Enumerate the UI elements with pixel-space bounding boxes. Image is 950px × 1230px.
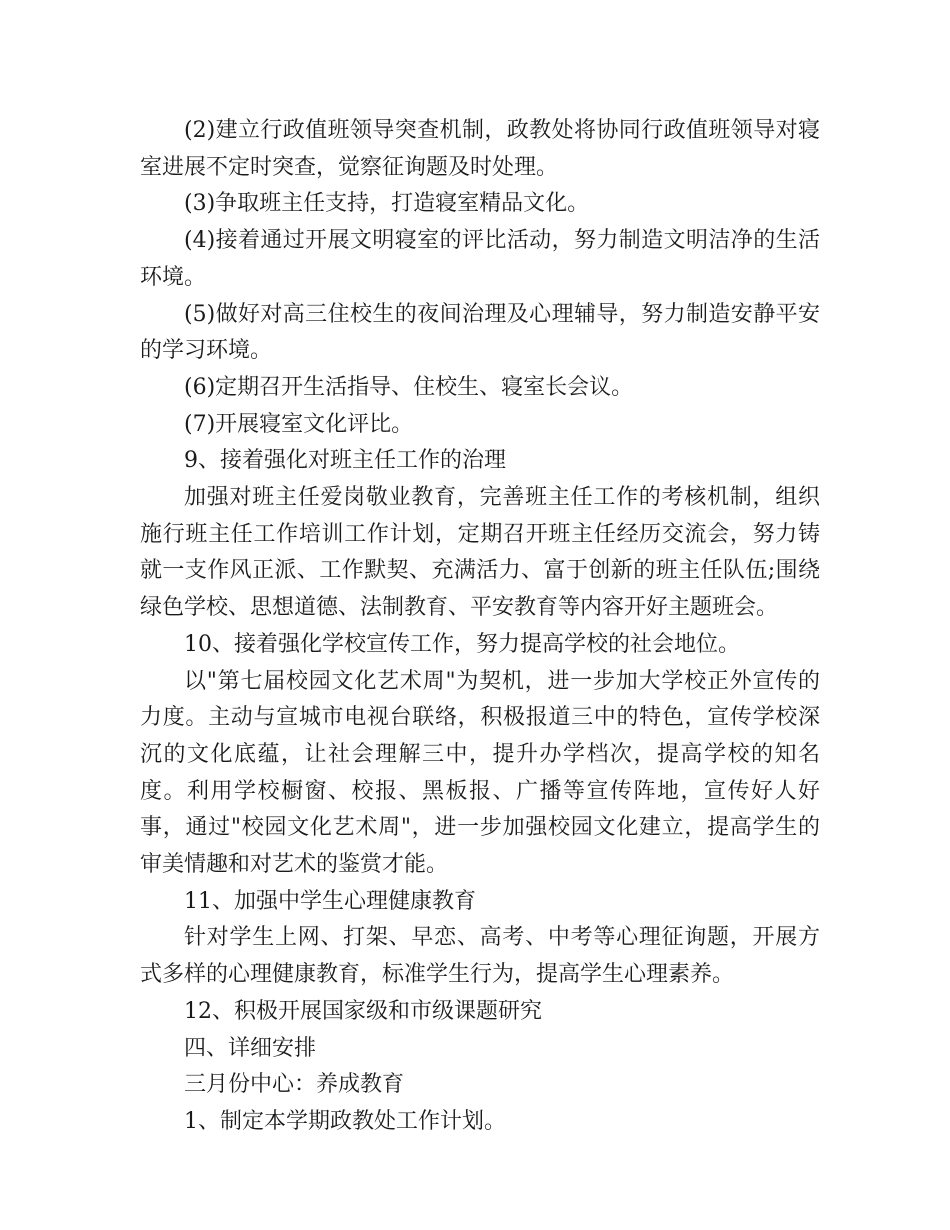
section-heading: 9、接着强化对班主任工作的治理 [184, 448, 506, 474]
section-heading: 12、积极开展国家级和市级课题研究 [184, 998, 542, 1024]
paragraph: (6)定期召开生活指导、住校生、寝室长会议。 [184, 374, 634, 400]
paragraph: (5)做好对高三住校生的夜间治理及心理辅导，努力制造安静平安的学习环境。 [140, 301, 820, 364]
paragraph: (3)争取班主任支持，打造寝室精品文化。 [184, 191, 590, 217]
paragraph: 加强对班主任爱岗敬业教育，完善班主任工作的考核机制，组织施行班主任工作培训工作计划，定期召开班主任经历交流会，努力铸就一支作风正派、工作默契、充满活力、富于创新的班主任队伍;围绕绿色学校、思想道德、法制教育、平安教育等内容开好主题班会。 [140, 485, 820, 621]
section-heading: 11、加强中学生心理健康教育 [184, 888, 476, 914]
document-body [140, 113, 820, 1141]
section-heading: 四、详细安排 [184, 1035, 317, 1061]
paragraph: 1、制定本学期政教处工作计划。 [184, 1108, 506, 1134]
paragraph: 以"第七届校园文化艺术周"为契机，进一步加大学校正外宣传的力度。主动与宣城市电视台联络，积极报道三中的特色，宣传学校深沉的文化底蕴，让社会理解三中，提升办学档次，提高学校的知名度。利用学校橱窗、校报、黑板报、广播等宣传阵地，宣传好人好事，通过"校园文化艺术周"，进一步加强校园文化建立，提高学生的审美情趣和对艺术的鉴赏才能。 [140, 668, 820, 878]
paragraph: (7)开展寝室文化评比。 [184, 411, 414, 437]
paragraph: 针对学生上网、打架、早恋、高考、中考等心理征询题，开展方式多样的心理健康教育，标准学生行为，提高学生心理素养。 [140, 925, 820, 988]
paragraph: (4)接着通过开展文明寝室的评比活动，努力制造文明洁净的生活环境。 [140, 228, 820, 290]
section-heading: 10、接着强化学校宣传工作，努力提高学校的社会地位。 [184, 631, 740, 657]
paragraph: (2)建立行政值班领导突查机制，政教处将协同行政值班领导对寝室进展不定时突查，觉察征询题及时处理。 [140, 118, 820, 180]
subsection-heading: 三月份中心：养成教育 [184, 1072, 405, 1098]
